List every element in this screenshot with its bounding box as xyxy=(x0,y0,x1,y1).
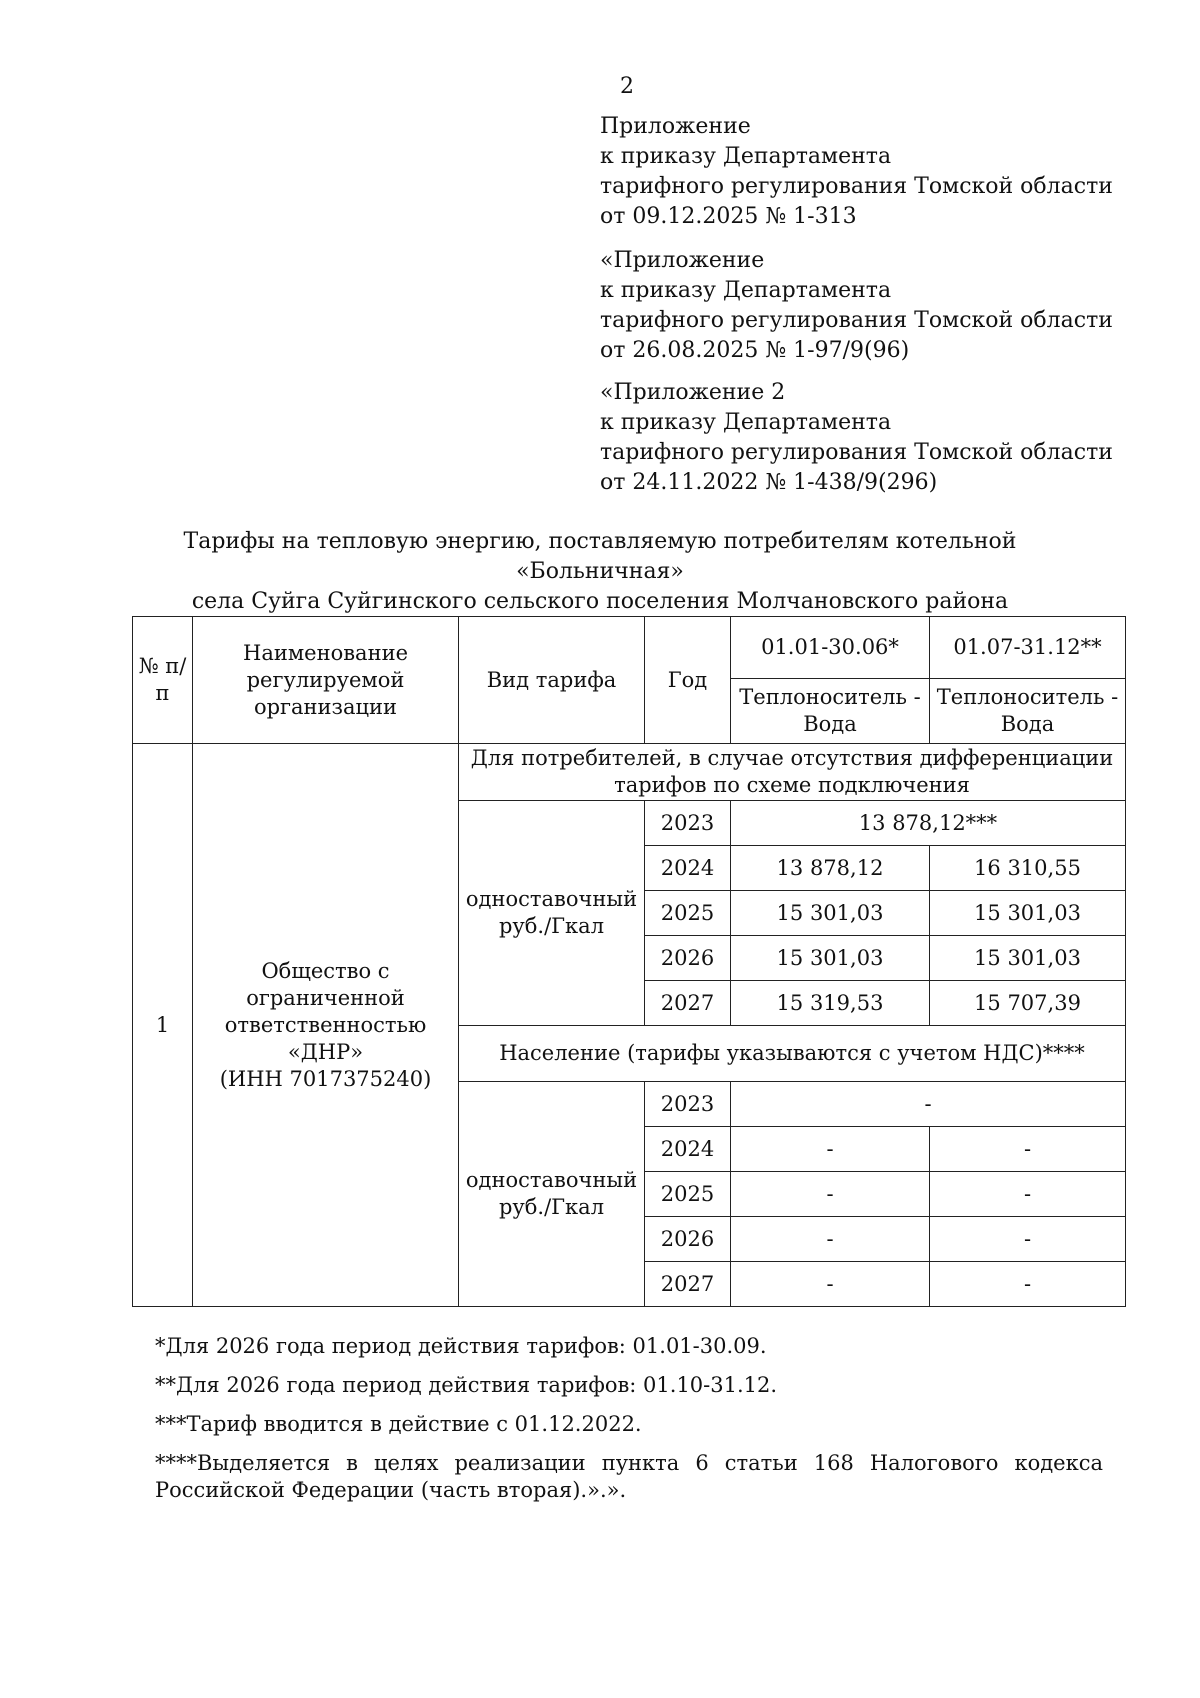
header-carrier-2: Теплоноситель - Вода xyxy=(930,679,1126,744)
footnote: **Для 2026 года период действия тарифов: 01.10-31.12. xyxy=(155,1373,778,1397)
year-cell: 2026 xyxy=(645,1217,731,1262)
appendix-header-line: от 26.08.2025 № 1-97/9(96) xyxy=(600,338,910,363)
tariff-value-period-2: 16 310,55 xyxy=(930,846,1126,891)
row-number: 1 xyxy=(133,744,193,1307)
tariff-table xyxy=(132,616,1126,1307)
appendix-header-line: тарифного регулирования Томской области xyxy=(600,440,1113,465)
tariff-value-merged: - xyxy=(731,1082,1126,1127)
header-year: Год xyxy=(645,617,731,744)
tariff-value-period-2: - xyxy=(930,1217,1126,1262)
tariff-value-period-2: 15 301,03 xyxy=(930,936,1126,981)
year-cell: 2027 xyxy=(645,1262,731,1307)
header-period-1: 01.01-30.06* xyxy=(731,617,930,679)
table-header-row xyxy=(133,617,1126,679)
tariff-type-cell: одноставочный руб./Гкал xyxy=(459,801,645,1026)
year-cell: 2023 xyxy=(645,1082,731,1127)
header-tariff-type: Вид тарифа xyxy=(459,617,645,744)
document-title xyxy=(100,527,1100,617)
year-cell: 2025 xyxy=(645,1172,731,1217)
year-cell: 2024 xyxy=(645,846,731,891)
organization-cell xyxy=(193,744,459,1307)
appendix-header-line: к приказу Департамента xyxy=(600,144,892,169)
tariff-value-period-1: - xyxy=(731,1217,930,1262)
document-title-line: села Суйга Суйгинского сельского поселения Молчановского района xyxy=(191,589,1009,614)
header-period-2: 01.07-31.12** xyxy=(930,617,1126,679)
document-title-line: Тарифы на тепловую энергию, поставляемую потребителям котельной «Больничная» xyxy=(183,529,1017,584)
tariff-value-period-1: 13 878,12 xyxy=(731,846,930,891)
tariff-value-period-1: 15 301,03 xyxy=(731,891,930,936)
appendix-header-previous xyxy=(600,246,1113,366)
section-title: Для потребителей, в случае отсутствия дифференциации тарифов по схеме подключения xyxy=(459,744,1126,801)
tariff-value-period-1: - xyxy=(731,1262,930,1307)
appendix-header-line: тарифного регулирования Томской области xyxy=(600,308,1113,333)
header-num: № п/п xyxy=(133,617,193,744)
tariff-type-cell: одноставочный руб./Гкал xyxy=(459,1082,645,1307)
appendix-header-line: от 09.12.2025 № 1-313 xyxy=(600,204,857,229)
organization-line: «ДНР» xyxy=(287,1039,364,1064)
organization-line: (ИНН 7017375240) xyxy=(219,1066,432,1091)
appendix-header-line: «Приложение 2 xyxy=(600,380,786,405)
tariff-value-period-2: 15 301,03 xyxy=(930,891,1126,936)
appendix-header-line: к приказу Департамента xyxy=(600,410,892,435)
appendix-header-original xyxy=(600,378,1113,498)
footnotes xyxy=(155,1333,1103,1516)
tariff-value-period-1: - xyxy=(731,1172,930,1217)
tariff-value-period-1: 15 301,03 xyxy=(731,936,930,981)
year-cell: 2025 xyxy=(645,891,731,936)
year-cell: 2024 xyxy=(645,1127,731,1172)
page-number: 2 xyxy=(620,74,634,99)
year-cell: 2026 xyxy=(645,936,731,981)
footnote: ***Тариф вводится в действие с 01.12.2022. xyxy=(155,1412,642,1436)
appendix-header-current xyxy=(600,112,1113,232)
tariff-value-period-2: 15 707,39 xyxy=(930,981,1126,1026)
footnote: ****Выделяется в целях реализации пункта 6 статьи 168 Налогового кодекса Российской Федерации (часть вторая).».». xyxy=(155,1451,1103,1502)
tariff-value-period-2: - xyxy=(930,1262,1126,1307)
year-cell: 2027 xyxy=(645,981,731,1026)
tariff-value-merged: 13 878,12*** xyxy=(731,801,1126,846)
organization-line: ответственностью xyxy=(224,1012,427,1037)
appendix-header-line: от 24.11.2022 № 1-438/9(296) xyxy=(600,470,938,495)
header-carrier-1: Теплоноситель - Вода xyxy=(731,679,930,744)
organization-line: Общество с xyxy=(261,958,390,983)
section-title: Население (тарифы указываются с учетом НДС)**** xyxy=(459,1026,1126,1082)
appendix-header-line: к приказу Департамента xyxy=(600,278,892,303)
appendix-header-line: Приложение xyxy=(600,114,751,139)
footnote: *Для 2026 года период действия тарифов: 01.01-30.09. xyxy=(155,1334,767,1358)
tariff-value-period-1: - xyxy=(731,1127,930,1172)
organization-line: ограниченной xyxy=(246,985,405,1010)
tariff-value-period-2: - xyxy=(930,1127,1126,1172)
appendix-header-line: «Приложение xyxy=(600,248,765,273)
appendix-header-line: тарифного регулирования Томской области xyxy=(600,174,1113,199)
year-cell: 2023 xyxy=(645,801,731,846)
tariff-value-period-1: 15 319,53 xyxy=(731,981,930,1026)
tariff-value-period-2: - xyxy=(930,1172,1126,1217)
table-row xyxy=(133,744,1126,801)
header-org: Наименование регулируемой организации xyxy=(193,617,459,744)
